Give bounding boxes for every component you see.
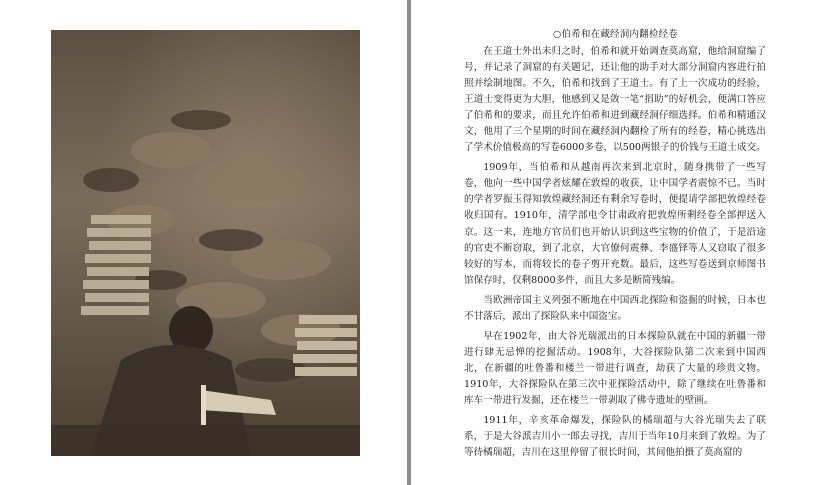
cave-photograph	[51, 30, 360, 456]
body-text	[464, 44, 766, 465]
paragraph: 1909年，当伯希和从越南再次来到北京时，随身携带了一些写卷，他向一些中国学者炫耀在敦煌的收获，让中国学者震惊不已。当时的学者罗振玉得知敦煌藏经洞还有剩余写卷时，便提请学部把敦煌经卷收归国有。1910年，清学部电令甘肃政府把敦煌所剩经卷全部押送入京。这一来，连地方官员们也开始认识到这些宝物的价值了，于是沿途的官吏不断窃取，到了北京，大官僚何震彝、李盛铎等人又窃取了很多较好的写本，而将较长的卷子剪开充数。最后，这些写卷送到京师图书馆保存时，仅剩8000多件，而且大多是断简残编。	[464, 162, 766, 286]
paragraph: 在王道士外出未归之时，伯希和就开始调查莫高窟，他给洞窟编了号，并记录了洞窟的有关题记，还让他的助手对大部分洞窟内容进行拍照并绘制地图。不久，伯希和找到了王道士。有了上一次成功的经验，王道士变得更为大胆，他感到又是敛一笔“捐助”的好机会，便满口答应了伯希和的要求，而且允许伯希和进到藏经洞仔细选择。伯希和精通汉文，他用了三个星期的时间在藏经洞内翻检了所有的经卷，精心挑选出了学术价值极高的写卷6000多卷，以500两银子的价钱与王道士成交。	[464, 46, 766, 154]
paragraph: 当欧洲帝国主义列强不断地在中国西北探险和盗掘的时候，日本也不甘落后，派出了探险队来中国盗宝。	[464, 294, 766, 322]
paragraph: 早在1902年，由大谷光瑞派出的日本探险队就在中国的新疆一带进行肆无忌惮的挖掘活动。1908年，大谷探险队第二次来到中国西北，在新疆的吐鲁番和楼兰一带进行调查，劫获了大量的珍贵文物。1910年，大谷探险队在第三次中亚探险活动中，除了继续在吐鲁番和库车一带进行发掘，还在楼兰一带剥取了佛寺遗址的壁画。	[464, 330, 766, 406]
left-page	[0, 0, 407, 485]
paragraph: 1911年，辛亥革命爆发，探险队的橘瑞超与大谷光瑞失去了联系，于是大谷派吉川小一郎去寻找，吉川于当年10月来到了敦煌。为了等待橘瑞超，吉川在这里停留了很长时间，其间他拍摄了莫高窟的	[464, 415, 766, 459]
right-page	[411, 0, 820, 485]
figure-caption-title: ○伯希和在藏经洞内翻检经卷	[553, 29, 678, 40]
